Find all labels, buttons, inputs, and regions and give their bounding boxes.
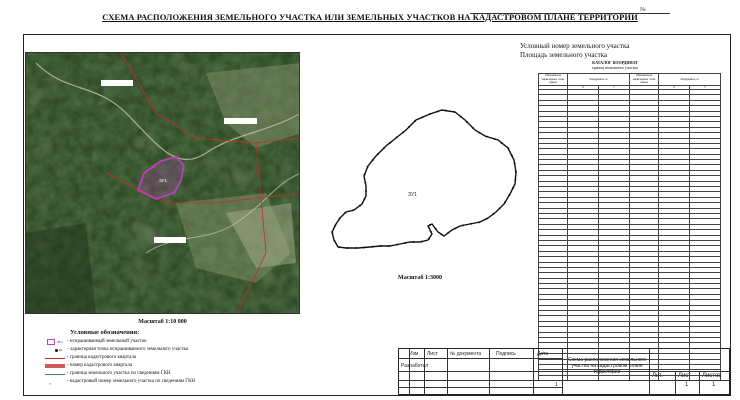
boundary-point	[501, 142, 503, 144]
boundary-point	[383, 147, 385, 149]
boundary-point	[515, 171, 517, 173]
boundary-point	[445, 110, 447, 112]
boundary-point	[331, 232, 333, 234]
boundary-point	[511, 155, 513, 157]
quarter-number-icon	[45, 363, 67, 370]
boundary-point	[355, 247, 357, 249]
boundary-point	[412, 241, 414, 243]
page-title: СХЕМА РАСПОЛОЖЕНИЯ ЗЕМЕЛЬНОГО УЧАСТКА ИЛИ ЗЕМЕЛЬНЫХ УЧАСТКОВ НА КАДАСТРОВОМ ПЛАНЕ ТЕРРИТОРИИ	[102, 12, 638, 22]
boundary-point	[428, 238, 430, 240]
point-symbol-icon: н1	[45, 347, 67, 354]
boundary-point	[430, 231, 432, 233]
boundary-point	[429, 113, 431, 115]
gkn-number-icon: ▪▪	[49, 381, 52, 386]
stamp-ndoc: № документа	[450, 351, 482, 357]
boundary-point	[486, 218, 488, 220]
boundary-sketch	[320, 100, 520, 270]
boundary-point	[447, 232, 449, 234]
boundary-point	[365, 190, 367, 192]
boundary-point	[453, 111, 455, 113]
plot-symbol-icon: ЗУ1	[45, 339, 67, 346]
catalog-plot-area: Площадь земельного участка	[520, 51, 608, 59]
boundary-point	[437, 110, 439, 112]
col-point-2: Обозначение характерных точек границ	[630, 74, 659, 86]
boundary-point	[486, 136, 488, 138]
boundary-point	[507, 147, 509, 149]
boundary-point	[388, 245, 390, 247]
legend-item-point: н1 - характерная точка испрашиваемого земельного участка	[45, 346, 188, 354]
catalog-plot-number: Условный номер земельного участка	[520, 42, 630, 50]
boundary-point	[364, 198, 366, 200]
boundary-point	[514, 163, 516, 165]
coordinate-table	[538, 73, 721, 381]
legend-title: Условные обозначения:	[70, 329, 140, 336]
col-point: Обозначение характерных точек границ	[539, 74, 568, 86]
boundary-point	[359, 205, 361, 207]
col-y: Y	[599, 85, 630, 90]
boundary-point	[404, 242, 406, 244]
title-block	[398, 348, 730, 395]
boundary-point	[408, 126, 410, 128]
boundary-point	[372, 159, 374, 161]
boundary-point	[462, 224, 464, 226]
col-y-2: Y	[690, 85, 721, 90]
boundary-point	[499, 207, 501, 209]
boundary-point	[339, 218, 341, 220]
stamp-sign: Подпись	[496, 351, 516, 357]
boundary-point	[470, 223, 472, 225]
boundary-point	[371, 246, 373, 248]
boundary-point	[389, 142, 391, 144]
boundary-point	[364, 174, 366, 176]
boundary-point	[334, 240, 336, 242]
legend-item-quarter-number: - номер кадастрового квартала	[45, 362, 132, 370]
catalog-title-text: КАТАЛОГ КООРДИНАТ	[592, 60, 638, 65]
legend-item-gkn-number: ▪▪ - кадастровый номер земельного участка по сведениям ГКН	[45, 378, 195, 386]
boundary-point	[334, 225, 336, 227]
stamp-date: Дата	[537, 351, 549, 357]
stamp-izm: Изм	[409, 351, 419, 357]
boundary-point	[512, 187, 514, 189]
boundary-point	[338, 246, 340, 248]
sketch-scale: Масштаб 1:3000	[398, 275, 442, 281]
aerial-plot-label: ЗУ1	[159, 178, 168, 183]
boundary-point	[466, 121, 468, 123]
boundary-point	[504, 201, 506, 203]
boundary-point	[441, 233, 443, 235]
boundary-point	[454, 227, 456, 229]
boundary-point	[478, 221, 480, 223]
boundary-point	[367, 166, 369, 168]
boundary-point	[435, 228, 437, 230]
quarter-border-icon	[45, 355, 67, 362]
boundary-point	[377, 153, 379, 155]
boundary-point	[479, 132, 481, 134]
stamp-sheet: Лист	[678, 373, 692, 379]
col-x-2: X	[659, 85, 690, 90]
boundary-point	[380, 245, 382, 247]
boundary-point	[472, 127, 474, 129]
stamp-num: 1	[555, 382, 558, 388]
boundary-point	[363, 247, 365, 249]
boundary-point	[460, 116, 462, 118]
sketch-plot-label: ЗУ1	[408, 192, 417, 198]
boundary-point	[414, 120, 416, 122]
catalog-title	[545, 60, 685, 70]
stamp-doc-title: Схема расположения земельного участка на кадастровом плане территории	[568, 357, 646, 375]
boundary-point	[347, 247, 349, 249]
gkn-border-icon	[45, 371, 67, 378]
number-sign: №	[640, 7, 646, 13]
boundary-point	[421, 116, 423, 118]
stamp-developed: Разработал	[401, 363, 429, 369]
legend-item-plot: ЗУ1 - испрашиваемый земельный участок	[45, 338, 147, 346]
boundary-point	[352, 209, 354, 211]
boundary-point	[508, 194, 510, 196]
aerial-scale: Масштаб 1:10 000	[138, 319, 187, 325]
stamp-list: Лист	[427, 351, 438, 357]
legend-item-quarter-border: - граница кадастрового квартала	[45, 354, 136, 362]
legend-item-gkn-border: - граница земельного участка по сведениям ГКН	[45, 370, 171, 378]
boundary-point	[396, 137, 398, 139]
stamp-sheets: Листов	[702, 373, 722, 379]
boundary-point	[494, 138, 496, 140]
stamp-sheet-value: 1	[685, 382, 689, 388]
boundary-point	[429, 224, 431, 226]
boundary-point	[396, 244, 398, 246]
catalog-subtitle: границ земельного участка	[592, 65, 638, 70]
boundary-point	[492, 213, 494, 215]
boundary-point	[514, 179, 516, 181]
col-coords-2: Координаты, м	[659, 74, 721, 86]
stamp-lit: Лит.	[652, 373, 664, 379]
col-x: X	[568, 85, 599, 90]
col-coords: Координаты, м	[568, 74, 630, 86]
boundary-point	[344, 212, 346, 214]
boundary-point	[402, 131, 404, 133]
boundary-point	[364, 182, 366, 184]
boundary-point	[421, 241, 423, 243]
catalog-header	[520, 42, 629, 60]
stamp-sheets-value: 1	[712, 382, 716, 388]
aerial-map	[25, 52, 300, 314]
